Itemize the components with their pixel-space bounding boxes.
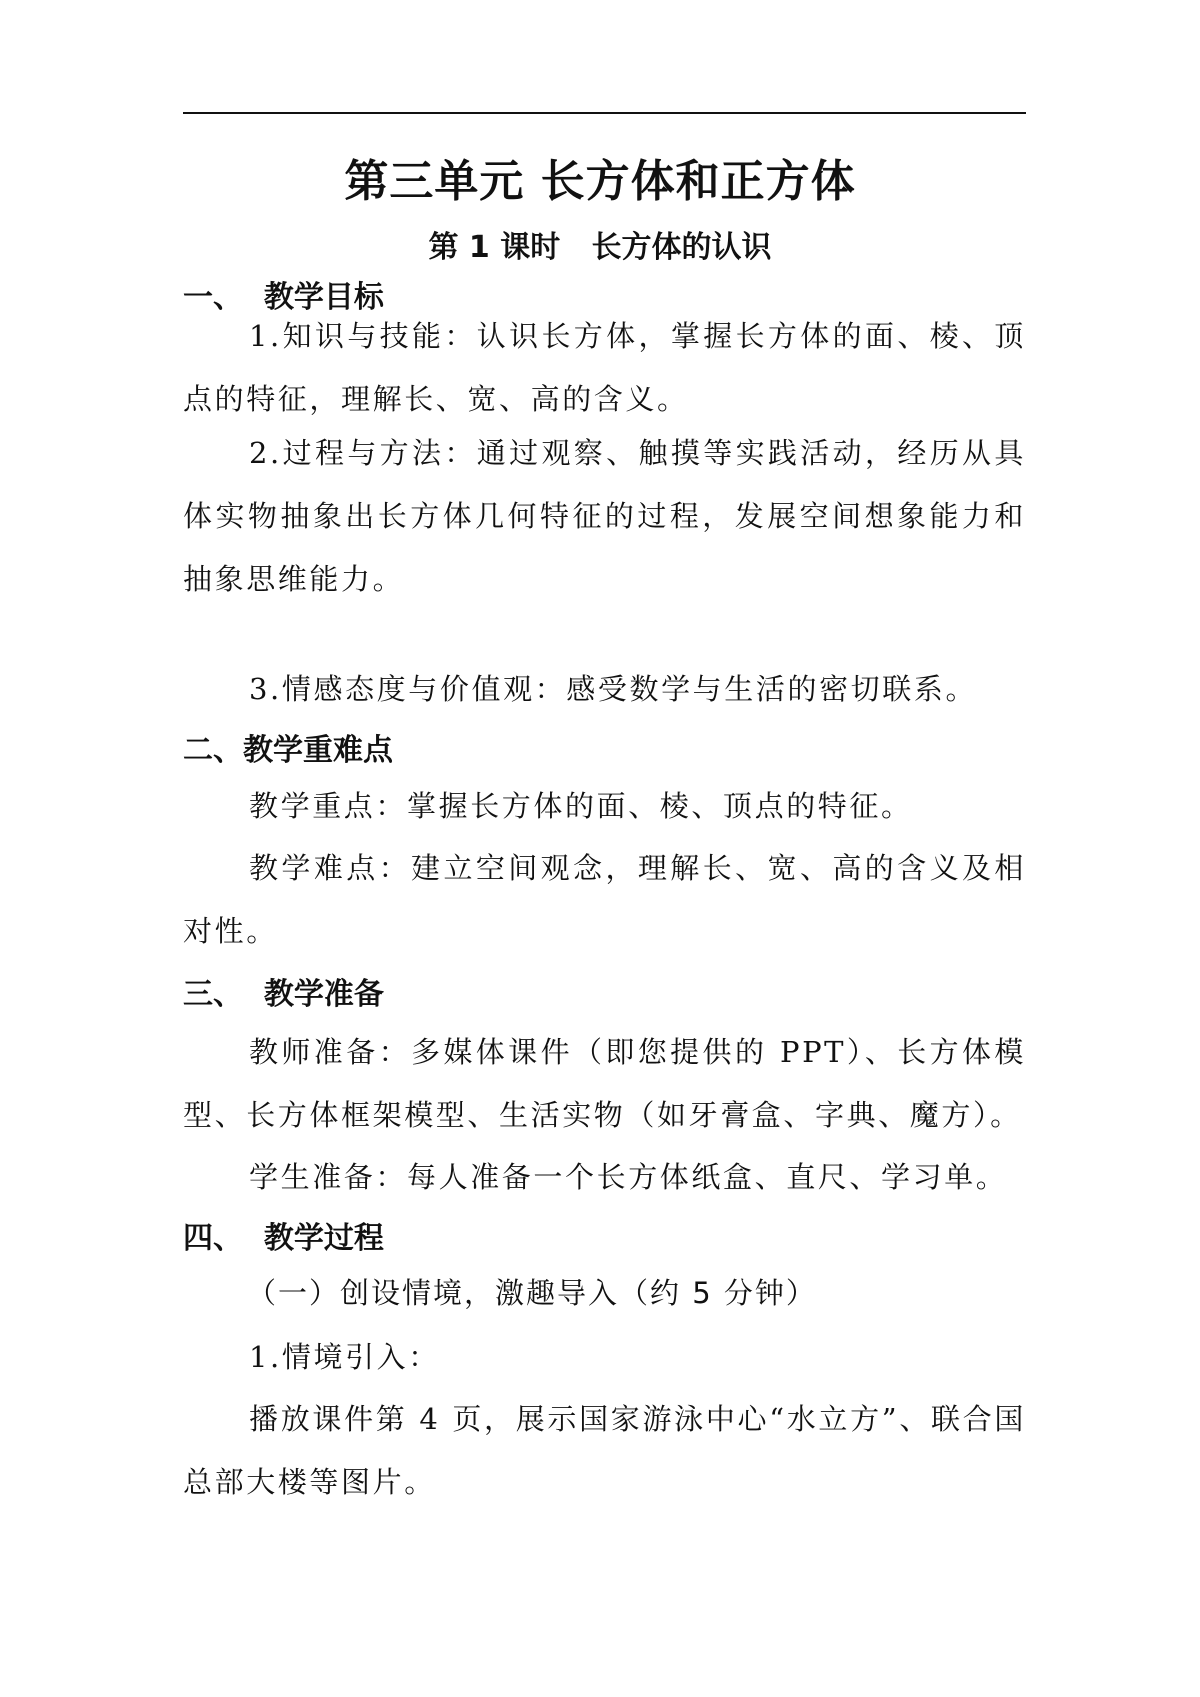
paragraph-student-preparation: 学生准备：每人准备一个长方体纸盒、直尺、学习单。: [249, 1160, 1008, 1194]
paragraph-process-methods: 2.过程与方法：通过观察、触摸等实践活动，经历从具体实物抽象出长方体几何特征的过程，发展空间想象能力和抽象思维能力。: [183, 436, 1026, 596]
section-heading-preparation: 三、 教学准备: [183, 977, 384, 1012]
paragraph-emotion-values: 3.情感态度与价值观：感受数学与生活的密切联系。: [249, 672, 978, 706]
paragraph-key-point: 教学重点：掌握长方体的面、棱、顶点的特征。: [249, 789, 913, 823]
paragraph-knowledge-skills: 1.知识与技能：认识长方体，掌握长方体的面、棱、顶点的特征，理解长、宽、高的含义。: [183, 319, 1026, 416]
paragraph-step-intro: （一）创设情境，激趣导入（约 5 分钟）: [247, 1276, 817, 1310]
header-rule: [183, 112, 1026, 114]
paragraph-situation-intro: 1.情境引入：: [249, 1340, 440, 1374]
paragraph-slide-show: 播放课件第 4 页，展示国家游泳中心“水立方”、联合国总部大楼等图片。: [183, 1402, 1026, 1499]
section-heading-process: 四、 教学过程: [183, 1221, 384, 1256]
section-heading-objectives: 一、 教学目标: [183, 280, 384, 315]
lesson-subtitle: 第 1 课时 长方体的认识: [428, 230, 772, 265]
section-heading-key-points: 二、教学重难点: [183, 733, 393, 768]
paragraph-difficult-point: 教学难点：建立空间观念，理解长、宽、高的含义及相对性。: [183, 851, 1026, 948]
paragraph-teacher-preparation: 教师准备：多媒体课件（即您提供的 PPT）、长方体模型、长方体框架模型、生活实物（如牙膏盒、字典、魔方）。: [183, 1035, 1026, 1132]
unit-title: 第三单元 长方体和正方体: [344, 156, 856, 207]
